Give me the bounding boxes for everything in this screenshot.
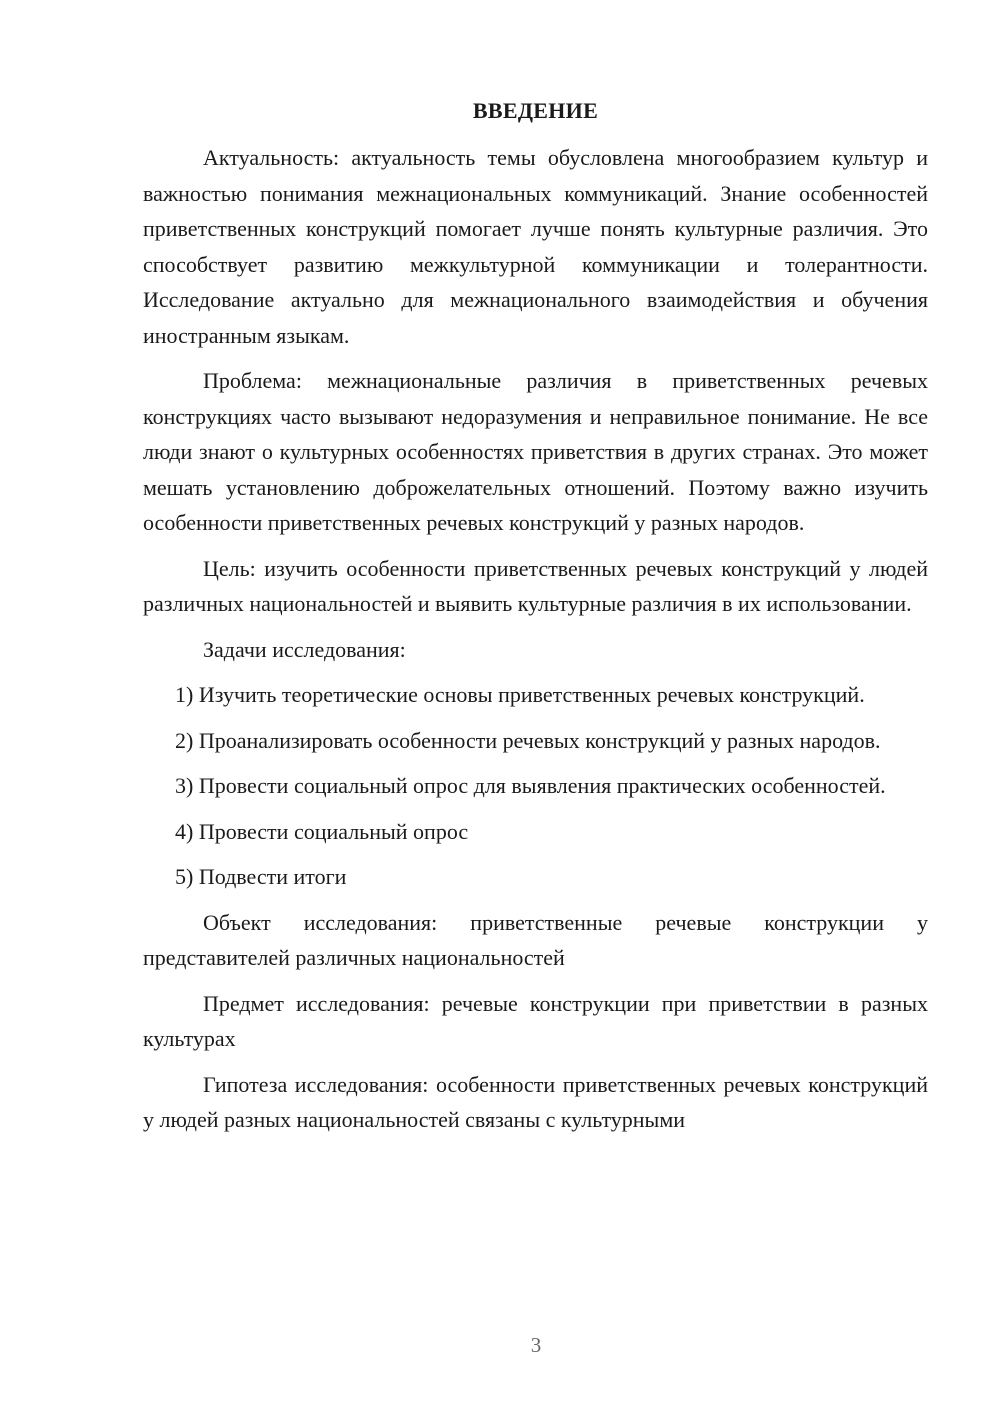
task-item-5: 5) Подвести итоги (175, 864, 347, 889)
task-item-4: 4) Провести социальный опрос (175, 818, 469, 844)
hypothesis-paragraph: Гипотеза исследования: особенности приветственных речевых конструкций у людей разных национальностей связаны с культурными (143, 1071, 928, 1132)
tasks-heading: Задачи исследования: (203, 636, 406, 662)
task-item-2: 2) Проанализировать особенности речевых конструкций у разных народов. (175, 727, 881, 753)
task-item-3: 3) Провести социальный опрос для выявления практических особенностей. (175, 773, 886, 798)
problem-paragraph: Проблема: межнациональные различия в приветственных речевых конструкциях часто вызывают недоразумения и неправильное понимание. Не все люди знают о культурных особенностях приветствия в других странах. Это может мешать установлению доброжелательных отношений. Поэтому важно изучить особенности приветственных речевых конструкций у разных народов. (143, 368, 928, 535)
task-item-1: 1) Изучить теоретические основы приветственных речевых конструкций. (175, 682, 865, 707)
section-heading: ВВЕДЕНИЕ (472, 98, 599, 123)
document-body (143, 96, 928, 1138)
goal-paragraph: Цель: изучить особенности приветственных речевых конструкций у людей различных национальностей и выявить культурные различия в их использовании. (143, 555, 928, 616)
object-paragraph: Объект исследования: приветственные речевые конструкции у представителей различных национальностей (143, 909, 928, 970)
page-number: 3 (530, 1333, 542, 1357)
relevance-paragraph: Актуальность: актуальность темы обусловлена многообразием культур и важностью понимания межнациональных коммуникаций. Знание особенностей приветственных конструкций помогает лучше понять культурные различия. Это способствует развитию межкультурной коммуникации и толерантности. Исследование актуально для межнационального взаимодействия и обучения иностранным языкам. (143, 145, 928, 348)
subject-paragraph: Предмет исследования: речевые конструкции при приветствии в разных культурах (143, 990, 928, 1051)
